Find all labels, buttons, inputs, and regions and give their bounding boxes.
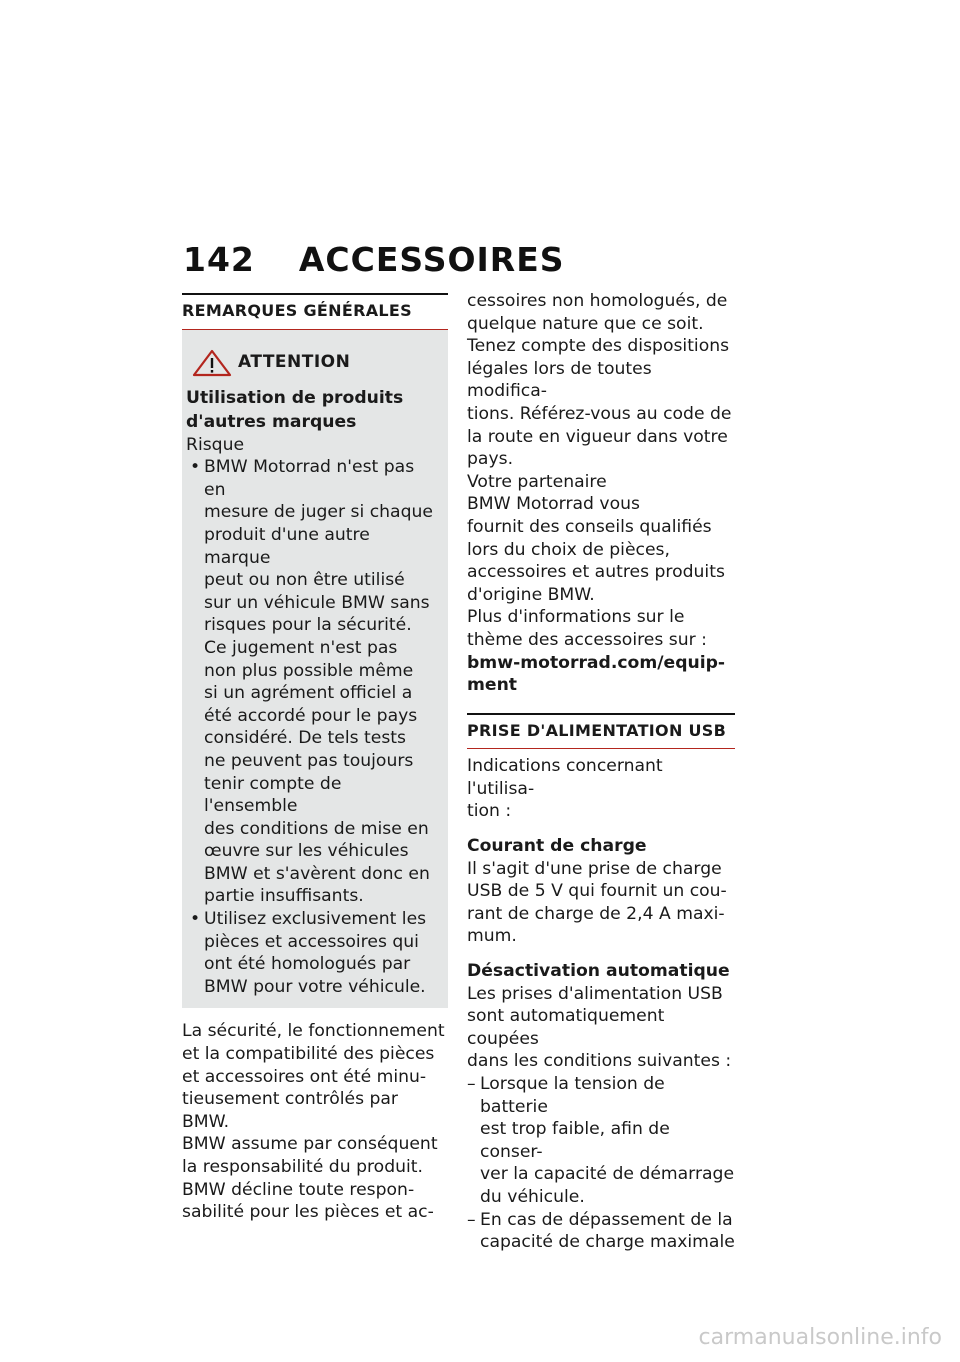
- warning-header: [192, 348, 438, 378]
- text-line: – En cas de dépassement de la: [480, 1209, 733, 1230]
- text-line: BMW décline toute respon-: [182, 1179, 415, 1200]
- continued-paragraph: [467, 290, 735, 652]
- text-line: Ce jugement n'est pas: [204, 637, 398, 658]
- text-line: risques pour la sécurité.: [204, 615, 412, 636]
- auto-paragraph: [467, 983, 735, 1073]
- text-line: rant de charge de 2,4 A maxi-: [467, 903, 725, 924]
- text-line: Il s'agit d'une prise de charge: [467, 858, 722, 879]
- text-line: BMW assume par conséquent: [182, 1134, 438, 1155]
- text-line: thème des accessoires sur :: [467, 629, 707, 650]
- section-title-remarques: REMARQUES GÉNÉRALES: [182, 295, 448, 330]
- link-line[interactable]: bmw-motorrad.com/equip-: [467, 652, 726, 673]
- text-line: des conditions de mise en: [204, 818, 429, 839]
- charge-paragraph: [467, 858, 735, 948]
- text-line: quelque nature que ce soit.: [467, 313, 704, 334]
- accessories-link[interactable]: [467, 652, 735, 697]
- text-line: accessoires et autres produits: [467, 562, 725, 583]
- text-line: BMW et s'avèrent donc en: [204, 863, 430, 884]
- text-line: et accessoires ont été minu-: [182, 1066, 427, 1087]
- warning-bullets: [186, 456, 438, 998]
- text-line: Plus d'informations sur le: [467, 607, 685, 628]
- text-line: BMW Motorrad vous: [467, 494, 640, 515]
- condition-list: [467, 1073, 735, 1254]
- text-line: partie insuffisants.: [204, 886, 364, 907]
- text-line: Tenez compte des dispositions: [467, 336, 730, 357]
- text-line: non plus possible même: [204, 660, 414, 681]
- text-line: la route en vigueur dans votre: [467, 426, 728, 447]
- text-line: • BMW Motorrad n'est pas en: [204, 457, 415, 500]
- left-column: [182, 293, 448, 1224]
- text-line: considéré. De tels tests: [204, 728, 407, 749]
- warning-bullet: [186, 908, 438, 998]
- text-line: • Utilisez exclusivement les: [204, 909, 427, 930]
- warning-title: [186, 386, 438, 434]
- warning-triangle-icon: [192, 349, 232, 377]
- text-line: sur un véhicule BMW sans: [204, 592, 430, 613]
- text-line: fournit des conseils qualifiés: [467, 516, 712, 537]
- text-line: tenir compte de l'ensemble: [204, 773, 342, 817]
- section-title-usb: PRISE D'ALIMENTATION USB: [467, 715, 735, 750]
- text-line: sabilité pour les pièces et ac-: [182, 1202, 434, 1223]
- text-line: été accordé pour le pays: [204, 705, 418, 726]
- text-line: d'origine BMW.: [467, 584, 595, 605]
- warning-risk: Risque: [186, 434, 245, 455]
- right-column: [467, 290, 735, 1254]
- text-line: ne peuvent pas toujours: [204, 750, 414, 771]
- text-line: capacité de charge maximale: [480, 1232, 735, 1253]
- text-line: tieusement contrôlés par BMW.: [182, 1089, 399, 1132]
- warning-label: ATTENTION: [238, 352, 351, 373]
- text-line: et la compatibilité des pièces: [182, 1044, 435, 1065]
- text-line: ver la capacité de démarrage: [480, 1164, 735, 1185]
- chapter-title: ACCESSOIRES: [298, 240, 565, 279]
- body-paragraph: [182, 1020, 448, 1223]
- warning-title-line: d'autres marques: [186, 411, 357, 432]
- auto-heading: Désactivation automatique: [467, 961, 730, 982]
- text-line: tions. Référez-vous au code de: [467, 403, 732, 424]
- text-line: Votre partenaire: [467, 471, 607, 492]
- usb-intro: [467, 755, 735, 823]
- warning-box: [182, 330, 448, 1009]
- text-line: produit d'une autre marque: [204, 524, 370, 568]
- warning-title-line: Utilisation de produits: [186, 387, 404, 408]
- charge-heading: Courant de charge: [467, 836, 647, 857]
- page-header: [183, 240, 565, 279]
- text-line: Les prises d'alimentation USB: [467, 983, 723, 1004]
- text-line: la responsabilité du produit.: [182, 1157, 423, 1177]
- text-line: légales lors de toutes modifica-: [467, 358, 652, 402]
- text-line: mesure de juger si chaque: [204, 502, 433, 523]
- text-line: lors du choix de pièces,: [467, 539, 670, 560]
- watermark: carmanualsonline.info: [698, 1325, 942, 1350]
- text-line: – Lorsque la tension de batterie: [480, 1074, 665, 1117]
- text-line: tion :: [467, 801, 512, 822]
- condition-item: [467, 1073, 735, 1209]
- text-line: sont automatiquement coupées: [467, 1006, 665, 1049]
- text-line: cessoires non homologués, de: [467, 291, 728, 311]
- text-line: ont été homologués par: [204, 954, 411, 975]
- text-line: La sécurité, le fonctionnement: [182, 1021, 445, 1042]
- text-line: si un agrément officiel a: [204, 683, 413, 704]
- page-number: 142: [183, 240, 255, 279]
- text-line: mum.: [467, 926, 517, 947]
- text-line: est trop faible, afin de conser-: [480, 1119, 670, 1162]
- warning-bullet: [186, 456, 438, 908]
- text-line: pays.: [467, 449, 514, 470]
- text-line: Indications concernant l'utilisa-: [467, 756, 663, 799]
- link-line[interactable]: ment: [467, 675, 518, 696]
- text-line: BMW pour votre véhicule.: [204, 976, 426, 997]
- text-line: dans les conditions suivantes :: [467, 1051, 732, 1072]
- text-line: du véhicule.: [480, 1186, 585, 1207]
- text-line: peut ou non être utilisé: [204, 570, 405, 591]
- text-line: pièces et accessoires qui: [204, 931, 419, 952]
- condition-item: [467, 1209, 735, 1254]
- text-line: USB de 5 V qui fournit un cou-: [467, 881, 727, 902]
- text-line: œuvre sur les véhicules: [204, 841, 409, 862]
